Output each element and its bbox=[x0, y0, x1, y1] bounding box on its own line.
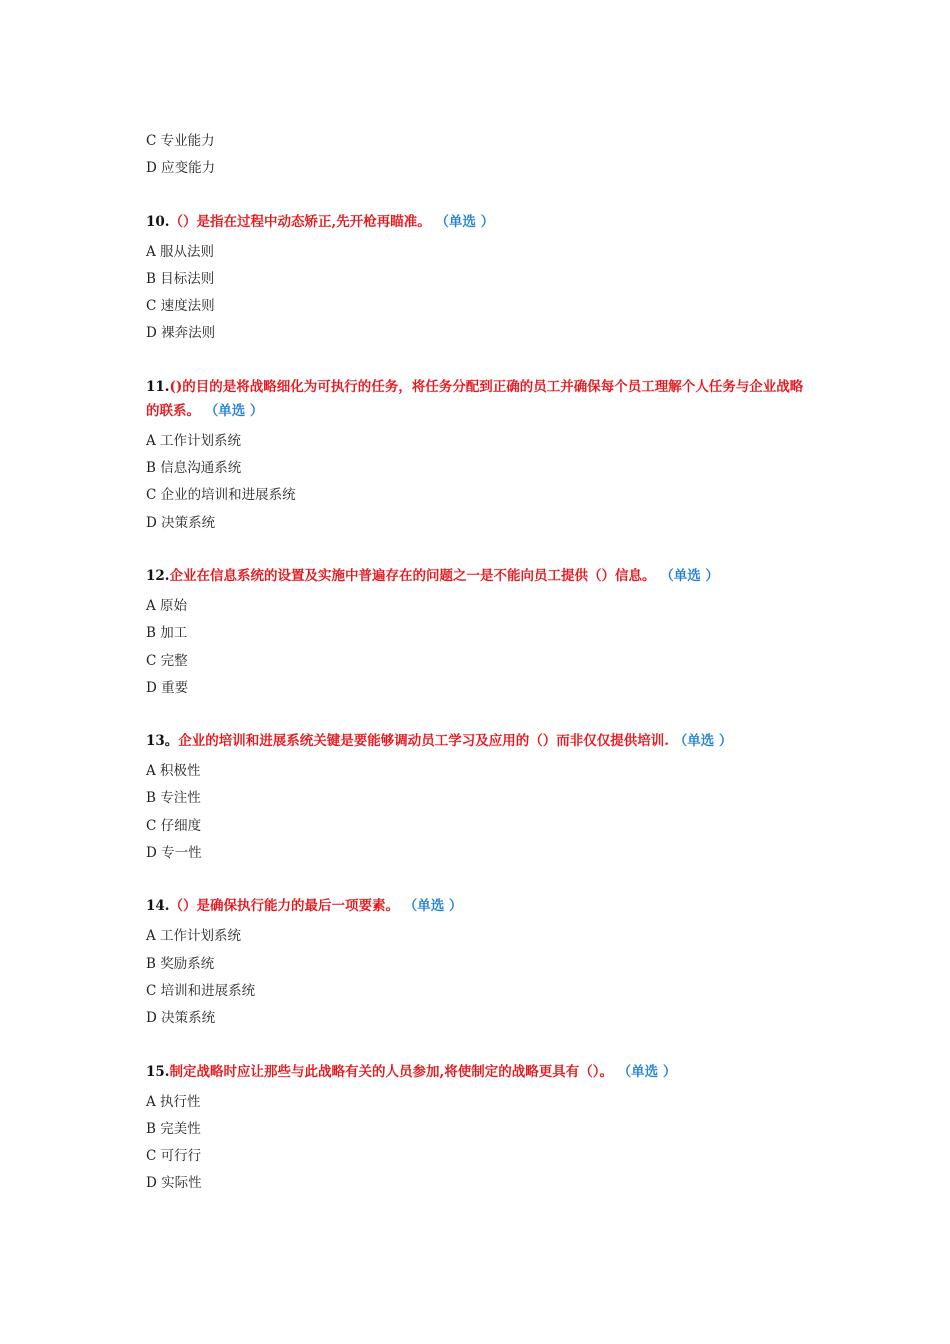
question-type-tag: （单选 ） bbox=[660, 567, 719, 584]
question-number: 10. bbox=[146, 213, 170, 230]
question-text: 企业的培训和进展系统关键是要能够调动员工学习及应用的（）而非仅仅提供培训. bbox=[178, 733, 669, 750]
option: C 可行行 bbox=[146, 1148, 202, 1165]
option: A 原始 bbox=[146, 597, 188, 614]
option: A 服从法则 bbox=[146, 243, 215, 260]
option: D 重要 bbox=[146, 679, 189, 696]
question-text: ()的目的是将战略细化为可执行的任务，将任务分配到正确的员工并确保每个员工理解个人任务与企业战略的联系。 bbox=[146, 378, 804, 419]
question-10 bbox=[146, 210, 806, 239]
question-14 bbox=[146, 894, 806, 923]
option: B 加工 bbox=[146, 625, 188, 642]
question-11 bbox=[146, 375, 806, 428]
option: A 积极性 bbox=[146, 763, 201, 780]
option: D 决策系统 bbox=[146, 514, 216, 531]
question-number: 11. bbox=[146, 378, 170, 395]
option: D 裸奔法则 bbox=[146, 325, 216, 342]
question-text: （）是确保执行能力的最后一项要素。 bbox=[169, 898, 399, 915]
question-13 bbox=[146, 729, 806, 758]
question-type-tag: （单选 ） bbox=[204, 402, 264, 419]
question-number: 15. bbox=[146, 1063, 170, 1080]
option: B 奖励系统 bbox=[146, 955, 215, 972]
question-12 bbox=[146, 564, 806, 593]
option: B 专注性 bbox=[146, 790, 201, 807]
option: B 完美性 bbox=[146, 1120, 201, 1137]
option: A 工作计划系统 bbox=[146, 432, 242, 449]
question-number: 14. bbox=[146, 898, 170, 915]
question-type-tag: （单选 ） bbox=[617, 1063, 677, 1080]
option: C 专业能力 bbox=[146, 133, 215, 149]
question-number: 12. bbox=[146, 567, 170, 584]
option: C 仔细度 bbox=[146, 817, 202, 834]
question-type-tag: （单选 ） bbox=[435, 213, 495, 230]
question-text: （）是指在过程中动态矫正,先开枪再瞄准。 bbox=[169, 213, 431, 230]
option: D 实际性 bbox=[146, 1175, 202, 1192]
option: B 信息沟通系统 bbox=[146, 460, 242, 477]
option: A 执行性 bbox=[146, 1093, 201, 1110]
option: C 速度法则 bbox=[146, 298, 215, 315]
question-text: 企业在信息系统的设置及实施中普遍存在的问题之一是不能向员工提供（）信息。 bbox=[169, 567, 656, 584]
option: D 决策系统 bbox=[146, 1010, 216, 1027]
option: D 应变能力 bbox=[146, 160, 216, 177]
exam-page bbox=[146, 128, 806, 1198]
question-text: 制定战略时应让那些与此战略有关的人员参加,将使制定的战略更具有（）。 bbox=[169, 1063, 613, 1080]
question-type-tag: （单选 ） bbox=[673, 733, 733, 750]
option: A 工作计划系统 bbox=[146, 928, 242, 945]
question-type-tag: （单选 ） bbox=[403, 898, 463, 915]
option: B 目标法则 bbox=[146, 270, 215, 287]
question-number: 13。 bbox=[146, 733, 179, 750]
option: C 企业的培训和进展系统 bbox=[146, 487, 296, 504]
option: C 培训和进展系统 bbox=[146, 982, 256, 999]
option: C 完整 bbox=[146, 652, 188, 669]
option: D 专一性 bbox=[146, 845, 202, 862]
question-15 bbox=[146, 1060, 806, 1089]
